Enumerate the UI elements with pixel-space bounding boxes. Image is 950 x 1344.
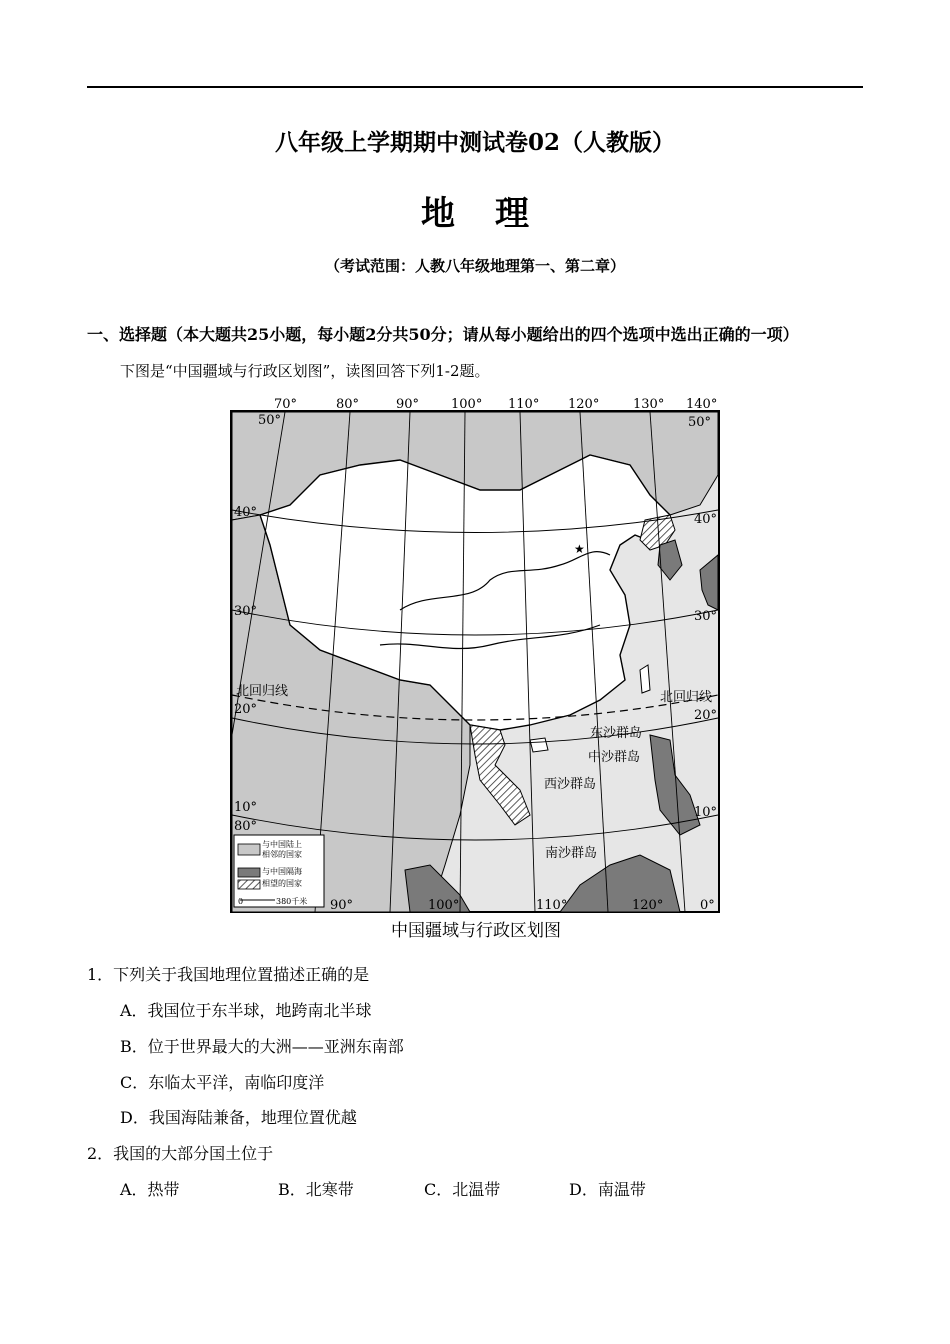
q2-option-c[interactable]: C．北温带 (424, 1180, 501, 1199)
exam-scope: （考试范围：人教八年级地理第一、第二章） (324, 257, 625, 275)
legend-land-1: 与中国陆上 (262, 840, 302, 849)
lon-140: 140° (686, 397, 718, 412)
top-rule (87, 86, 863, 88)
nansha-label: 南沙群岛 (545, 846, 598, 861)
lon-bottom-80: 80° (234, 819, 258, 834)
q2-option-a[interactable]: A．热带 (120, 1180, 180, 1199)
lat-left-50: 50° (258, 413, 282, 428)
legend-scale-text: 380千米 (276, 897, 308, 906)
lat-right-40: 40° (694, 512, 718, 527)
exam-title: 八年级上学期期中测试卷02（人教版） (274, 129, 675, 156)
legend-land-2: 相邻的国家 (262, 850, 302, 859)
lon-bottom-0: 0° (700, 898, 715, 913)
lon-bottom-100: 100° (428, 898, 460, 913)
legend-swatch-sea (238, 868, 260, 877)
map-caption: 中国疆域与行政区划图 (391, 921, 561, 941)
lat-right-30: 30° (694, 609, 718, 624)
dongsha-label: 东沙群岛 (590, 726, 643, 741)
lon-80: 80° (336, 397, 360, 412)
lat-left-20: 20° (234, 702, 258, 717)
q2-option-b[interactable]: B．北寒带 (278, 1180, 354, 1199)
legend-sea-1: 与中国隔海 (262, 867, 302, 876)
subject-title: 地理 (421, 194, 569, 234)
q1-option-a[interactable]: A．我国位于东半球，地跨南北半球 (120, 1001, 372, 1020)
map-legend (234, 835, 324, 907)
lat-right-50: 50° (688, 415, 712, 430)
q1-option-d[interactable]: D．我国海陆兼备，地理位置优越 (120, 1108, 357, 1127)
map-intro: 下图是“中国疆域与行政区划图”，读图回答下列1-2题。 (120, 362, 490, 380)
lon-bottom-110: 110° (536, 898, 568, 913)
tropic-label-left: 北回归线 (236, 684, 289, 699)
top-longitude-labels (274, 397, 717, 412)
question-2-stem: 2．我国的大部分国土位于 (87, 1144, 274, 1163)
legend-swatch-hatch (238, 880, 260, 889)
legend-sea-2: 相望的国家 (262, 879, 302, 888)
lon-130: 130° (633, 397, 665, 412)
lon-70: 70° (274, 397, 298, 412)
beijing-star: ★ (574, 542, 585, 556)
lon-110: 110° (508, 397, 540, 412)
china-map (230, 395, 722, 915)
q2-option-d[interactable]: D．南温带 (569, 1180, 646, 1199)
taiwan (640, 665, 650, 693)
lon-bottom-120: 120° (632, 898, 664, 913)
zhongsha-label: 中沙群岛 (588, 750, 641, 765)
q1-option-c[interactable]: C．东临太平洋，南临印度洋 (120, 1073, 325, 1092)
xisha-label: 西沙群岛 (544, 777, 597, 792)
q1-option-b[interactable]: B．位于世界最大的大洲——亚洲东南部 (120, 1037, 404, 1056)
lat-right-20: 20° (694, 708, 718, 723)
lat-left-30: 30° (234, 604, 258, 619)
lat-right-10: 10° (694, 805, 718, 820)
section-heading: 一、选择题（本大题共25小题，每小题2分共50分；请从每小题给出的四个选项中选出正确的一项） (87, 325, 799, 344)
lat-left-10: 10° (234, 800, 258, 815)
tropic-label-right: 北回归线 (660, 690, 713, 705)
lon-90: 90° (396, 397, 420, 412)
legend-scale-zero: 0 (238, 897, 244, 906)
question-1-stem: 1．下列关于我国地理位置描述正确的是 (87, 965, 370, 984)
lon-bottom-90: 90° (330, 898, 354, 913)
map-svg (230, 395, 722, 915)
lon-120: 120° (568, 397, 600, 412)
lat-left-40: 40° (234, 505, 258, 520)
legend-swatch-land (238, 844, 260, 855)
hainan (530, 738, 548, 752)
lon-100: 100° (451, 397, 483, 412)
